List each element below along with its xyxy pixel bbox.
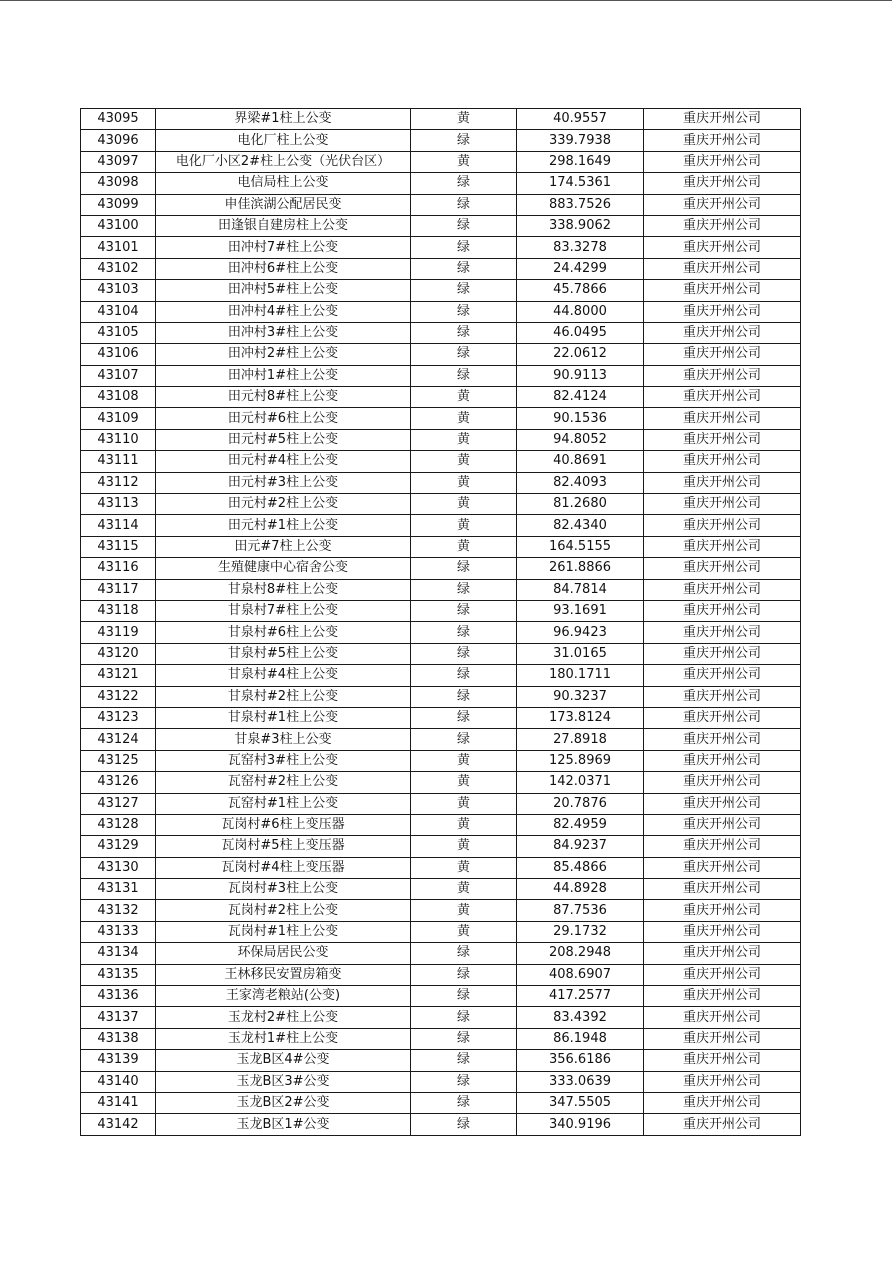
status-color-cell: 黄 xyxy=(411,772,517,793)
value-cell: 208.2948 xyxy=(517,943,644,964)
row-id-cell: 43125 xyxy=(81,750,156,771)
status-color-cell: 黄 xyxy=(411,109,517,130)
table-row xyxy=(81,472,801,493)
company-cell: 重庆开州公司 xyxy=(644,515,801,536)
company-cell: 重庆开州公司 xyxy=(644,387,801,408)
company-cell: 重庆开州公司 xyxy=(644,536,801,557)
table-body xyxy=(81,109,801,1136)
value-cell: 125.8969 xyxy=(517,750,644,771)
transformer-name-cell: 田元村#5柱上公变 xyxy=(156,429,411,450)
status-color-cell: 绿 xyxy=(411,280,517,301)
table-row xyxy=(81,686,801,707)
row-id-cell: 43135 xyxy=(81,964,156,985)
table-row xyxy=(81,814,801,835)
row-id-cell: 43138 xyxy=(81,1028,156,1049)
company-cell: 重庆开州公司 xyxy=(644,793,801,814)
company-cell: 重庆开州公司 xyxy=(644,258,801,279)
value-cell: 261.8866 xyxy=(517,558,644,579)
table-row xyxy=(81,1007,801,1028)
row-id-cell: 43130 xyxy=(81,857,156,878)
row-id-cell: 43114 xyxy=(81,515,156,536)
value-cell: 338.9062 xyxy=(517,215,644,236)
row-id-cell: 43115 xyxy=(81,536,156,557)
table-row xyxy=(81,986,801,1007)
row-id-cell: 43104 xyxy=(81,301,156,322)
transformer-name-cell: 田元村#1柱上公变 xyxy=(156,515,411,536)
table-row xyxy=(81,258,801,279)
transformer-table xyxy=(80,108,801,1136)
transformer-name-cell: 界梁#1柱上公变 xyxy=(156,109,411,130)
status-color-cell: 黄 xyxy=(411,151,517,172)
company-cell: 重庆开州公司 xyxy=(644,429,801,450)
company-cell: 重庆开州公司 xyxy=(644,344,801,365)
table-row xyxy=(81,1092,801,1113)
value-cell: 180.1711 xyxy=(517,665,644,686)
row-id-cell: 43120 xyxy=(81,643,156,664)
company-cell: 重庆开州公司 xyxy=(644,879,801,900)
status-color-cell: 黄 xyxy=(411,515,517,536)
row-id-cell: 43111 xyxy=(81,451,156,472)
value-cell: 82.4959 xyxy=(517,814,644,835)
row-id-cell: 43117 xyxy=(81,579,156,600)
table-row xyxy=(81,130,801,151)
company-cell: 重庆开州公司 xyxy=(644,964,801,985)
table-row xyxy=(81,365,801,386)
row-id-cell: 43128 xyxy=(81,814,156,835)
row-id-cell: 43109 xyxy=(81,408,156,429)
row-id-cell: 43113 xyxy=(81,494,156,515)
value-cell: 82.4340 xyxy=(517,515,644,536)
table-row xyxy=(81,494,801,515)
table-row xyxy=(81,344,801,365)
company-cell: 重庆开州公司 xyxy=(644,1114,801,1135)
status-color-cell: 黄 xyxy=(411,836,517,857)
company-cell: 重庆开州公司 xyxy=(644,836,801,857)
table-row xyxy=(81,558,801,579)
value-cell: 85.4866 xyxy=(517,857,644,878)
status-color-cell: 黄 xyxy=(411,814,517,835)
company-cell: 重庆开州公司 xyxy=(644,1092,801,1113)
table-row xyxy=(81,665,801,686)
table-row xyxy=(81,900,801,921)
status-color-cell: 绿 xyxy=(411,686,517,707)
company-cell: 重庆开州公司 xyxy=(644,451,801,472)
transformer-name-cell: 瓦岗村#5柱上变压器 xyxy=(156,836,411,857)
status-color-cell: 绿 xyxy=(411,558,517,579)
company-cell: 重庆开州公司 xyxy=(644,900,801,921)
transformer-name-cell: 瓦岗村#3柱上公变 xyxy=(156,879,411,900)
status-color-cell: 绿 xyxy=(411,600,517,621)
table-row xyxy=(81,280,801,301)
status-color-cell: 绿 xyxy=(411,194,517,215)
row-id-cell: 43140 xyxy=(81,1071,156,1092)
transformer-name-cell: 田元村#6柱上公变 xyxy=(156,408,411,429)
status-color-cell: 绿 xyxy=(411,707,517,728)
company-cell: 重庆开州公司 xyxy=(644,1050,801,1071)
company-cell: 重庆开州公司 xyxy=(644,729,801,750)
value-cell: 83.3278 xyxy=(517,237,644,258)
transformer-name-cell: 甘泉村#6柱上公变 xyxy=(156,622,411,643)
company-cell: 重庆开州公司 xyxy=(644,173,801,194)
company-cell: 重庆开州公司 xyxy=(644,322,801,343)
row-id-cell: 43098 xyxy=(81,173,156,194)
transformer-name-cell: 瓦窑村#2柱上公变 xyxy=(156,772,411,793)
value-cell: 173.8124 xyxy=(517,707,644,728)
transformer-name-cell: 田元村#3柱上公变 xyxy=(156,472,411,493)
transformer-name-cell: 电化厂小区2#柱上公变（光伏台区） xyxy=(156,151,411,172)
row-id-cell: 43095 xyxy=(81,109,156,130)
company-cell: 重庆开州公司 xyxy=(644,750,801,771)
table-row xyxy=(81,322,801,343)
status-color-cell: 黄 xyxy=(411,408,517,429)
table-row xyxy=(81,1028,801,1049)
status-color-cell: 绿 xyxy=(411,1092,517,1113)
transformer-name-cell: 甘泉村7#柱上公变 xyxy=(156,600,411,621)
row-id-cell: 43119 xyxy=(81,622,156,643)
transformer-name-cell: 田冲村7#柱上公变 xyxy=(156,237,411,258)
table-row xyxy=(81,600,801,621)
company-cell: 重庆开州公司 xyxy=(644,280,801,301)
value-cell: 94.8052 xyxy=(517,429,644,450)
status-color-cell: 绿 xyxy=(411,322,517,343)
value-cell: 96.9423 xyxy=(517,622,644,643)
transformer-name-cell: 田元村#4柱上公变 xyxy=(156,451,411,472)
transformer-name-cell: 甘泉村8#柱上公变 xyxy=(156,579,411,600)
company-cell: 重庆开州公司 xyxy=(644,1007,801,1028)
transformer-name-cell: 申佳滨湖公配居民变 xyxy=(156,194,411,215)
table-row xyxy=(81,943,801,964)
table-row xyxy=(81,772,801,793)
company-cell: 重庆开州公司 xyxy=(644,707,801,728)
company-cell: 重庆开州公司 xyxy=(644,109,801,130)
company-cell: 重庆开州公司 xyxy=(644,986,801,1007)
status-color-cell: 绿 xyxy=(411,579,517,600)
value-cell: 82.4124 xyxy=(517,387,644,408)
status-color-cell: 绿 xyxy=(411,665,517,686)
row-id-cell: 43127 xyxy=(81,793,156,814)
transformer-name-cell: 玉龙村1#柱上公变 xyxy=(156,1028,411,1049)
table-row xyxy=(81,836,801,857)
row-id-cell: 43110 xyxy=(81,429,156,450)
value-cell: 40.9557 xyxy=(517,109,644,130)
row-id-cell: 43131 xyxy=(81,879,156,900)
value-cell: 90.9113 xyxy=(517,365,644,386)
row-id-cell: 43126 xyxy=(81,772,156,793)
table-row xyxy=(81,301,801,322)
table-row xyxy=(81,729,801,750)
table-row xyxy=(81,879,801,900)
row-id-cell: 43132 xyxy=(81,900,156,921)
table-row xyxy=(81,408,801,429)
transformer-name-cell: 瓦岗村#2柱上公变 xyxy=(156,900,411,921)
company-cell: 重庆开州公司 xyxy=(644,1071,801,1092)
value-cell: 31.0165 xyxy=(517,643,644,664)
table-row xyxy=(81,173,801,194)
company-cell: 重庆开州公司 xyxy=(644,600,801,621)
row-id-cell: 43122 xyxy=(81,686,156,707)
transformer-name-cell: 田冲村1#柱上公变 xyxy=(156,365,411,386)
transformer-name-cell: 电信局柱上公变 xyxy=(156,173,411,194)
status-color-cell: 绿 xyxy=(411,1071,517,1092)
status-color-cell: 黄 xyxy=(411,536,517,557)
value-cell: 408.6907 xyxy=(517,964,644,985)
transformer-name-cell: 瓦窑村3#柱上公变 xyxy=(156,750,411,771)
company-cell: 重庆开州公司 xyxy=(644,622,801,643)
company-cell: 重庆开州公司 xyxy=(644,643,801,664)
transformer-name-cell: 田元#7柱上公变 xyxy=(156,536,411,557)
transformer-name-cell: 瓦岗村#1柱上公变 xyxy=(156,921,411,942)
company-cell: 重庆开州公司 xyxy=(644,408,801,429)
page-top-rule xyxy=(0,0,892,1)
status-color-cell: 绿 xyxy=(411,964,517,985)
company-cell: 重庆开州公司 xyxy=(644,215,801,236)
table-row xyxy=(81,151,801,172)
value-cell: 298.1649 xyxy=(517,151,644,172)
row-id-cell: 43106 xyxy=(81,344,156,365)
status-color-cell: 绿 xyxy=(411,1007,517,1028)
row-id-cell: 43123 xyxy=(81,707,156,728)
row-id-cell: 43137 xyxy=(81,1007,156,1028)
value-cell: 24.4299 xyxy=(517,258,644,279)
status-color-cell: 黄 xyxy=(411,793,517,814)
transformer-name-cell: 王林移民安置房箱变 xyxy=(156,964,411,985)
company-cell: 重庆开州公司 xyxy=(644,579,801,600)
table-row xyxy=(81,387,801,408)
company-cell: 重庆开州公司 xyxy=(644,814,801,835)
table-row xyxy=(81,643,801,664)
company-cell: 重庆开州公司 xyxy=(644,921,801,942)
company-cell: 重庆开州公司 xyxy=(644,686,801,707)
company-cell: 重庆开州公司 xyxy=(644,130,801,151)
status-color-cell: 绿 xyxy=(411,173,517,194)
value-cell: 333.0639 xyxy=(517,1071,644,1092)
status-color-cell: 绿 xyxy=(411,1050,517,1071)
row-id-cell: 43141 xyxy=(81,1092,156,1113)
status-color-cell: 黄 xyxy=(411,900,517,921)
value-cell: 174.5361 xyxy=(517,173,644,194)
row-id-cell: 43116 xyxy=(81,558,156,579)
status-color-cell: 绿 xyxy=(411,943,517,964)
table-row xyxy=(81,429,801,450)
row-id-cell: 43134 xyxy=(81,943,156,964)
row-id-cell: 43112 xyxy=(81,472,156,493)
status-color-cell: 黄 xyxy=(411,879,517,900)
value-cell: 84.7814 xyxy=(517,579,644,600)
status-color-cell: 绿 xyxy=(411,344,517,365)
transformer-name-cell: 田冲村6#柱上公变 xyxy=(156,258,411,279)
transformer-name-cell: 田冲村4#柱上公变 xyxy=(156,301,411,322)
value-cell: 44.8000 xyxy=(517,301,644,322)
company-cell: 重庆开州公司 xyxy=(644,301,801,322)
row-id-cell: 43121 xyxy=(81,665,156,686)
transformer-name-cell: 田元村8#柱上公变 xyxy=(156,387,411,408)
company-cell: 重庆开州公司 xyxy=(644,472,801,493)
row-id-cell: 43105 xyxy=(81,322,156,343)
company-cell: 重庆开州公司 xyxy=(644,558,801,579)
row-id-cell: 43103 xyxy=(81,280,156,301)
status-color-cell: 绿 xyxy=(411,1114,517,1135)
row-id-cell: 43142 xyxy=(81,1114,156,1135)
company-cell: 重庆开州公司 xyxy=(644,151,801,172)
row-id-cell: 43136 xyxy=(81,986,156,1007)
company-cell: 重庆开州公司 xyxy=(644,194,801,215)
transformer-name-cell: 生殖健康中心宿舍公变 xyxy=(156,558,411,579)
transformer-name-cell: 田冲村3#柱上公变 xyxy=(156,322,411,343)
transformer-name-cell: 甘泉村#2柱上公变 xyxy=(156,686,411,707)
transformer-name-cell: 瓦岗村#4柱上变压器 xyxy=(156,857,411,878)
company-cell: 重庆开州公司 xyxy=(644,665,801,686)
value-cell: 339.7938 xyxy=(517,130,644,151)
row-id-cell: 43102 xyxy=(81,258,156,279)
value-cell: 29.1732 xyxy=(517,921,644,942)
transformer-name-cell: 田冲村5#柱上公变 xyxy=(156,280,411,301)
status-color-cell: 黄 xyxy=(411,451,517,472)
value-cell: 22.0612 xyxy=(517,344,644,365)
company-cell: 重庆开州公司 xyxy=(644,943,801,964)
transformer-name-cell: 瓦窑村#1柱上公变 xyxy=(156,793,411,814)
company-cell: 重庆开州公司 xyxy=(644,857,801,878)
transformer-name-cell: 玉龙B区2#公变 xyxy=(156,1092,411,1113)
table-row xyxy=(81,215,801,236)
transformer-name-cell: 田元村#2柱上公变 xyxy=(156,494,411,515)
status-color-cell: 黄 xyxy=(411,472,517,493)
value-cell: 81.2680 xyxy=(517,494,644,515)
transformer-name-cell: 电化厂柱上公变 xyxy=(156,130,411,151)
row-id-cell: 43107 xyxy=(81,365,156,386)
table-row xyxy=(81,921,801,942)
value-cell: 82.4093 xyxy=(517,472,644,493)
value-cell: 87.7536 xyxy=(517,900,644,921)
transformer-name-cell: 甘泉村#5柱上公变 xyxy=(156,643,411,664)
value-cell: 340.9196 xyxy=(517,1114,644,1135)
table-row xyxy=(81,579,801,600)
value-cell: 142.0371 xyxy=(517,772,644,793)
status-color-cell: 绿 xyxy=(411,215,517,236)
value-cell: 90.1536 xyxy=(517,408,644,429)
row-id-cell: 43100 xyxy=(81,215,156,236)
value-cell: 93.1691 xyxy=(517,600,644,621)
value-cell: 40.8691 xyxy=(517,451,644,472)
company-cell: 重庆开州公司 xyxy=(644,1028,801,1049)
row-id-cell: 43097 xyxy=(81,151,156,172)
row-id-cell: 43133 xyxy=(81,921,156,942)
table-row xyxy=(81,750,801,771)
value-cell: 84.9237 xyxy=(517,836,644,857)
status-color-cell: 黄 xyxy=(411,494,517,515)
status-color-cell: 绿 xyxy=(411,237,517,258)
status-color-cell: 黄 xyxy=(411,387,517,408)
company-cell: 重庆开州公司 xyxy=(644,237,801,258)
transformer-name-cell: 玉龙B区3#公变 xyxy=(156,1071,411,1092)
row-id-cell: 43108 xyxy=(81,387,156,408)
status-color-cell: 绿 xyxy=(411,643,517,664)
row-id-cell: 43118 xyxy=(81,600,156,621)
table-row xyxy=(81,707,801,728)
table-row xyxy=(81,622,801,643)
status-color-cell: 绿 xyxy=(411,365,517,386)
table-row xyxy=(81,109,801,130)
transformer-name-cell: 玉龙B区1#公变 xyxy=(156,1114,411,1135)
status-color-cell: 黄 xyxy=(411,429,517,450)
transformer-name-cell: 瓦岗村#6柱上变压器 xyxy=(156,814,411,835)
transformer-name-cell: 甘泉#3柱上公变 xyxy=(156,729,411,750)
transformer-name-cell: 环保局居民公变 xyxy=(156,943,411,964)
transformer-name-cell: 田逢银自建房柱上公变 xyxy=(156,215,411,236)
transformer-name-cell: 玉龙村2#柱上公变 xyxy=(156,1007,411,1028)
value-cell: 417.2577 xyxy=(517,986,644,1007)
row-id-cell: 43096 xyxy=(81,130,156,151)
value-cell: 44.8928 xyxy=(517,879,644,900)
value-cell: 347.5505 xyxy=(517,1092,644,1113)
table-row xyxy=(81,237,801,258)
transformer-name-cell: 王家湾老粮站(公变) xyxy=(156,986,411,1007)
transformer-name-cell: 甘泉村#4柱上公变 xyxy=(156,665,411,686)
status-color-cell: 黄 xyxy=(411,921,517,942)
value-cell: 164.5155 xyxy=(517,536,644,557)
row-id-cell: 43129 xyxy=(81,836,156,857)
value-cell: 86.1948 xyxy=(517,1028,644,1049)
status-color-cell: 绿 xyxy=(411,301,517,322)
value-cell: 46.0495 xyxy=(517,322,644,343)
row-id-cell: 43139 xyxy=(81,1050,156,1071)
status-color-cell: 绿 xyxy=(411,1028,517,1049)
table-row xyxy=(81,451,801,472)
value-cell: 356.6186 xyxy=(517,1050,644,1071)
company-cell: 重庆开州公司 xyxy=(644,365,801,386)
table-row xyxy=(81,1071,801,1092)
value-cell: 27.8918 xyxy=(517,729,644,750)
row-id-cell: 43124 xyxy=(81,729,156,750)
company-cell: 重庆开州公司 xyxy=(644,772,801,793)
table-row xyxy=(81,793,801,814)
transformer-name-cell: 甘泉村#1柱上公变 xyxy=(156,707,411,728)
transformer-name-cell: 田冲村2#柱上公变 xyxy=(156,344,411,365)
status-color-cell: 绿 xyxy=(411,986,517,1007)
row-id-cell: 43101 xyxy=(81,237,156,258)
transformer-name-cell: 玉龙B区4#公变 xyxy=(156,1050,411,1071)
value-cell: 83.4392 xyxy=(517,1007,644,1028)
status-color-cell: 绿 xyxy=(411,729,517,750)
row-id-cell: 43099 xyxy=(81,194,156,215)
status-color-cell: 绿 xyxy=(411,130,517,151)
table-row xyxy=(81,857,801,878)
status-color-cell: 黄 xyxy=(411,857,517,878)
value-cell: 883.7526 xyxy=(517,194,644,215)
table-row xyxy=(81,1114,801,1135)
status-color-cell: 绿 xyxy=(411,622,517,643)
table-row xyxy=(81,515,801,536)
table-row xyxy=(81,536,801,557)
table-row xyxy=(81,194,801,215)
table-row xyxy=(81,964,801,985)
company-cell: 重庆开州公司 xyxy=(644,494,801,515)
status-color-cell: 黄 xyxy=(411,750,517,771)
value-cell: 20.7876 xyxy=(517,793,644,814)
status-color-cell: 绿 xyxy=(411,258,517,279)
table-row xyxy=(81,1050,801,1071)
value-cell: 90.3237 xyxy=(517,686,644,707)
value-cell: 45.7866 xyxy=(517,280,644,301)
